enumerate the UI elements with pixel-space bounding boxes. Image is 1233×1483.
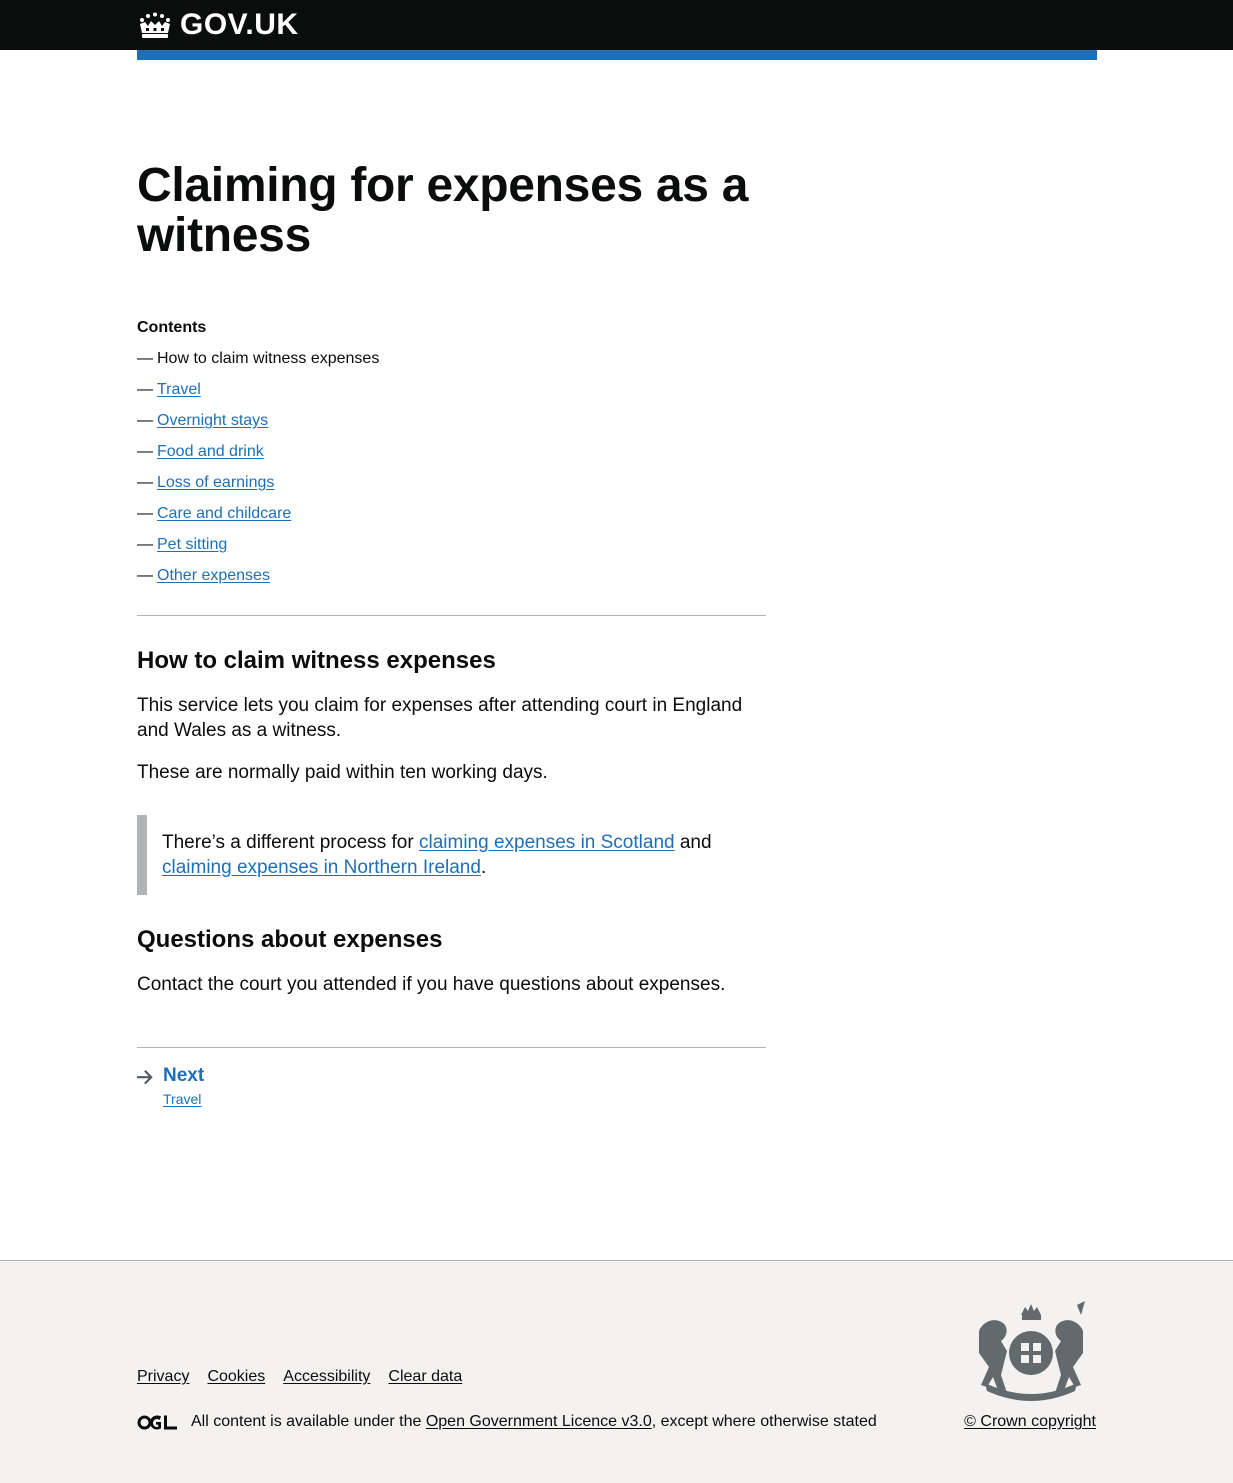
crown-copyright-link[interactable]: © Crown copyright — [964, 1413, 1096, 1430]
contents-current-label: How to claim witness expenses — [157, 350, 380, 367]
contents-dash: — — [137, 474, 153, 491]
contents-link-loss-of-earnings[interactable]: Loss of earnings — [157, 474, 275, 491]
contents-item-travel — [137, 380, 766, 400]
next-page-title-link[interactable]: Travel — [163, 1091, 202, 1107]
section-heading-questions: Questions about expenses — [137, 926, 443, 953]
contents-item-how-to-claim — [137, 349, 766, 369]
section-divider — [137, 615, 766, 616]
page-title: Claiming for expenses as a witness — [137, 159, 749, 262]
licence-text-end: , except where otherwise stated — [651, 1413, 877, 1430]
contents-link-pet-sitting[interactable]: Pet sitting — [157, 536, 228, 553]
contents-link-travel[interactable]: Travel — [157, 381, 201, 398]
govuk-logo-link[interactable] — [137, 8, 299, 42]
contents-item-food — [137, 442, 766, 462]
scotland-expenses-link[interactable]: claiming expenses in Scotland — [418, 832, 675, 853]
header-blue-bar — [137, 50, 1097, 60]
inset-text-mid: and — [674, 832, 712, 853]
copyright — [964, 1413, 1096, 1431]
contents-dash: — — [137, 536, 153, 553]
pagination-text — [163, 1064, 204, 1110]
next-link[interactable]: Next — [163, 1065, 205, 1086]
contents-link-overnight-stays[interactable]: Overnight stays — [157, 412, 269, 429]
crown-icon — [137, 12, 173, 39]
pagination-divider — [137, 1047, 766, 1048]
body-paragraph: These are normally paid within ten working days. — [137, 762, 548, 783]
footer-link-clear-data[interactable]: Clear data — [388, 1368, 463, 1385]
licence-text-start: All content is available under the — [191, 1413, 422, 1430]
contents-list — [137, 349, 766, 586]
contents-nav — [137, 318, 766, 586]
contents-dash: — — [137, 567, 153, 584]
footer-links — [137, 1368, 462, 1386]
section-heading-how-to-claim: How to claim witness expenses — [137, 647, 496, 674]
contents-link-care-and-childcare[interactable]: Care and childcare — [157, 505, 292, 522]
pagination-next[interactable] — [137, 1064, 766, 1110]
site-header — [0, 0, 1233, 50]
main-content — [137, 60, 766, 1110]
contents-item-earnings — [137, 473, 766, 493]
royal-coat-of-arms-icon — [967, 1301, 1095, 1404]
licence-statement — [137, 1413, 877, 1431]
contents-dash: — — [137, 350, 153, 367]
inset-text-end: . — [480, 857, 487, 878]
inset-text-start: There’s a different process for — [162, 832, 419, 853]
logo-text: GOV.UK — [180, 8, 299, 41]
contents-dash: — — [137, 443, 153, 460]
header-container — [137, 0, 299, 50]
contents-item-care — [137, 504, 766, 524]
contents-dash: — — [137, 412, 153, 429]
northern-ireland-expenses-link[interactable]: claiming expenses in Northern Ireland — [162, 857, 481, 878]
contents-link-other-expenses[interactable]: Other expenses — [157, 567, 270, 584]
footer-link-cookies[interactable]: Cookies — [207, 1368, 266, 1385]
body-paragraph: This service lets you claim for expenses after attending court in England and Wales as a witness. — [137, 695, 743, 741]
body-paragraph: Contact the court you attended if you have questions about expenses. — [137, 974, 726, 995]
contents-dash: — — [137, 381, 153, 398]
contents-dash: — — [137, 505, 153, 522]
contents-link-food-and-drink[interactable]: Food and drink — [157, 443, 264, 460]
site-footer — [0, 1260, 1233, 1483]
footer-link-accessibility[interactable]: Accessibility — [283, 1368, 371, 1385]
contents-title: Contents — [137, 319, 207, 336]
contents-item-other — [137, 566, 766, 586]
arrow-right-icon — [137, 1070, 153, 1084]
contents-item-pet — [137, 535, 766, 555]
footer-link-privacy[interactable]: Privacy — [137, 1368, 190, 1385]
ogl-logo-icon — [137, 1414, 179, 1431]
contents-item-overnight — [137, 411, 766, 431]
inset-text — [137, 815, 766, 895]
open-government-licence-link[interactable]: Open Government Licence v3.0 — [425, 1413, 652, 1430]
